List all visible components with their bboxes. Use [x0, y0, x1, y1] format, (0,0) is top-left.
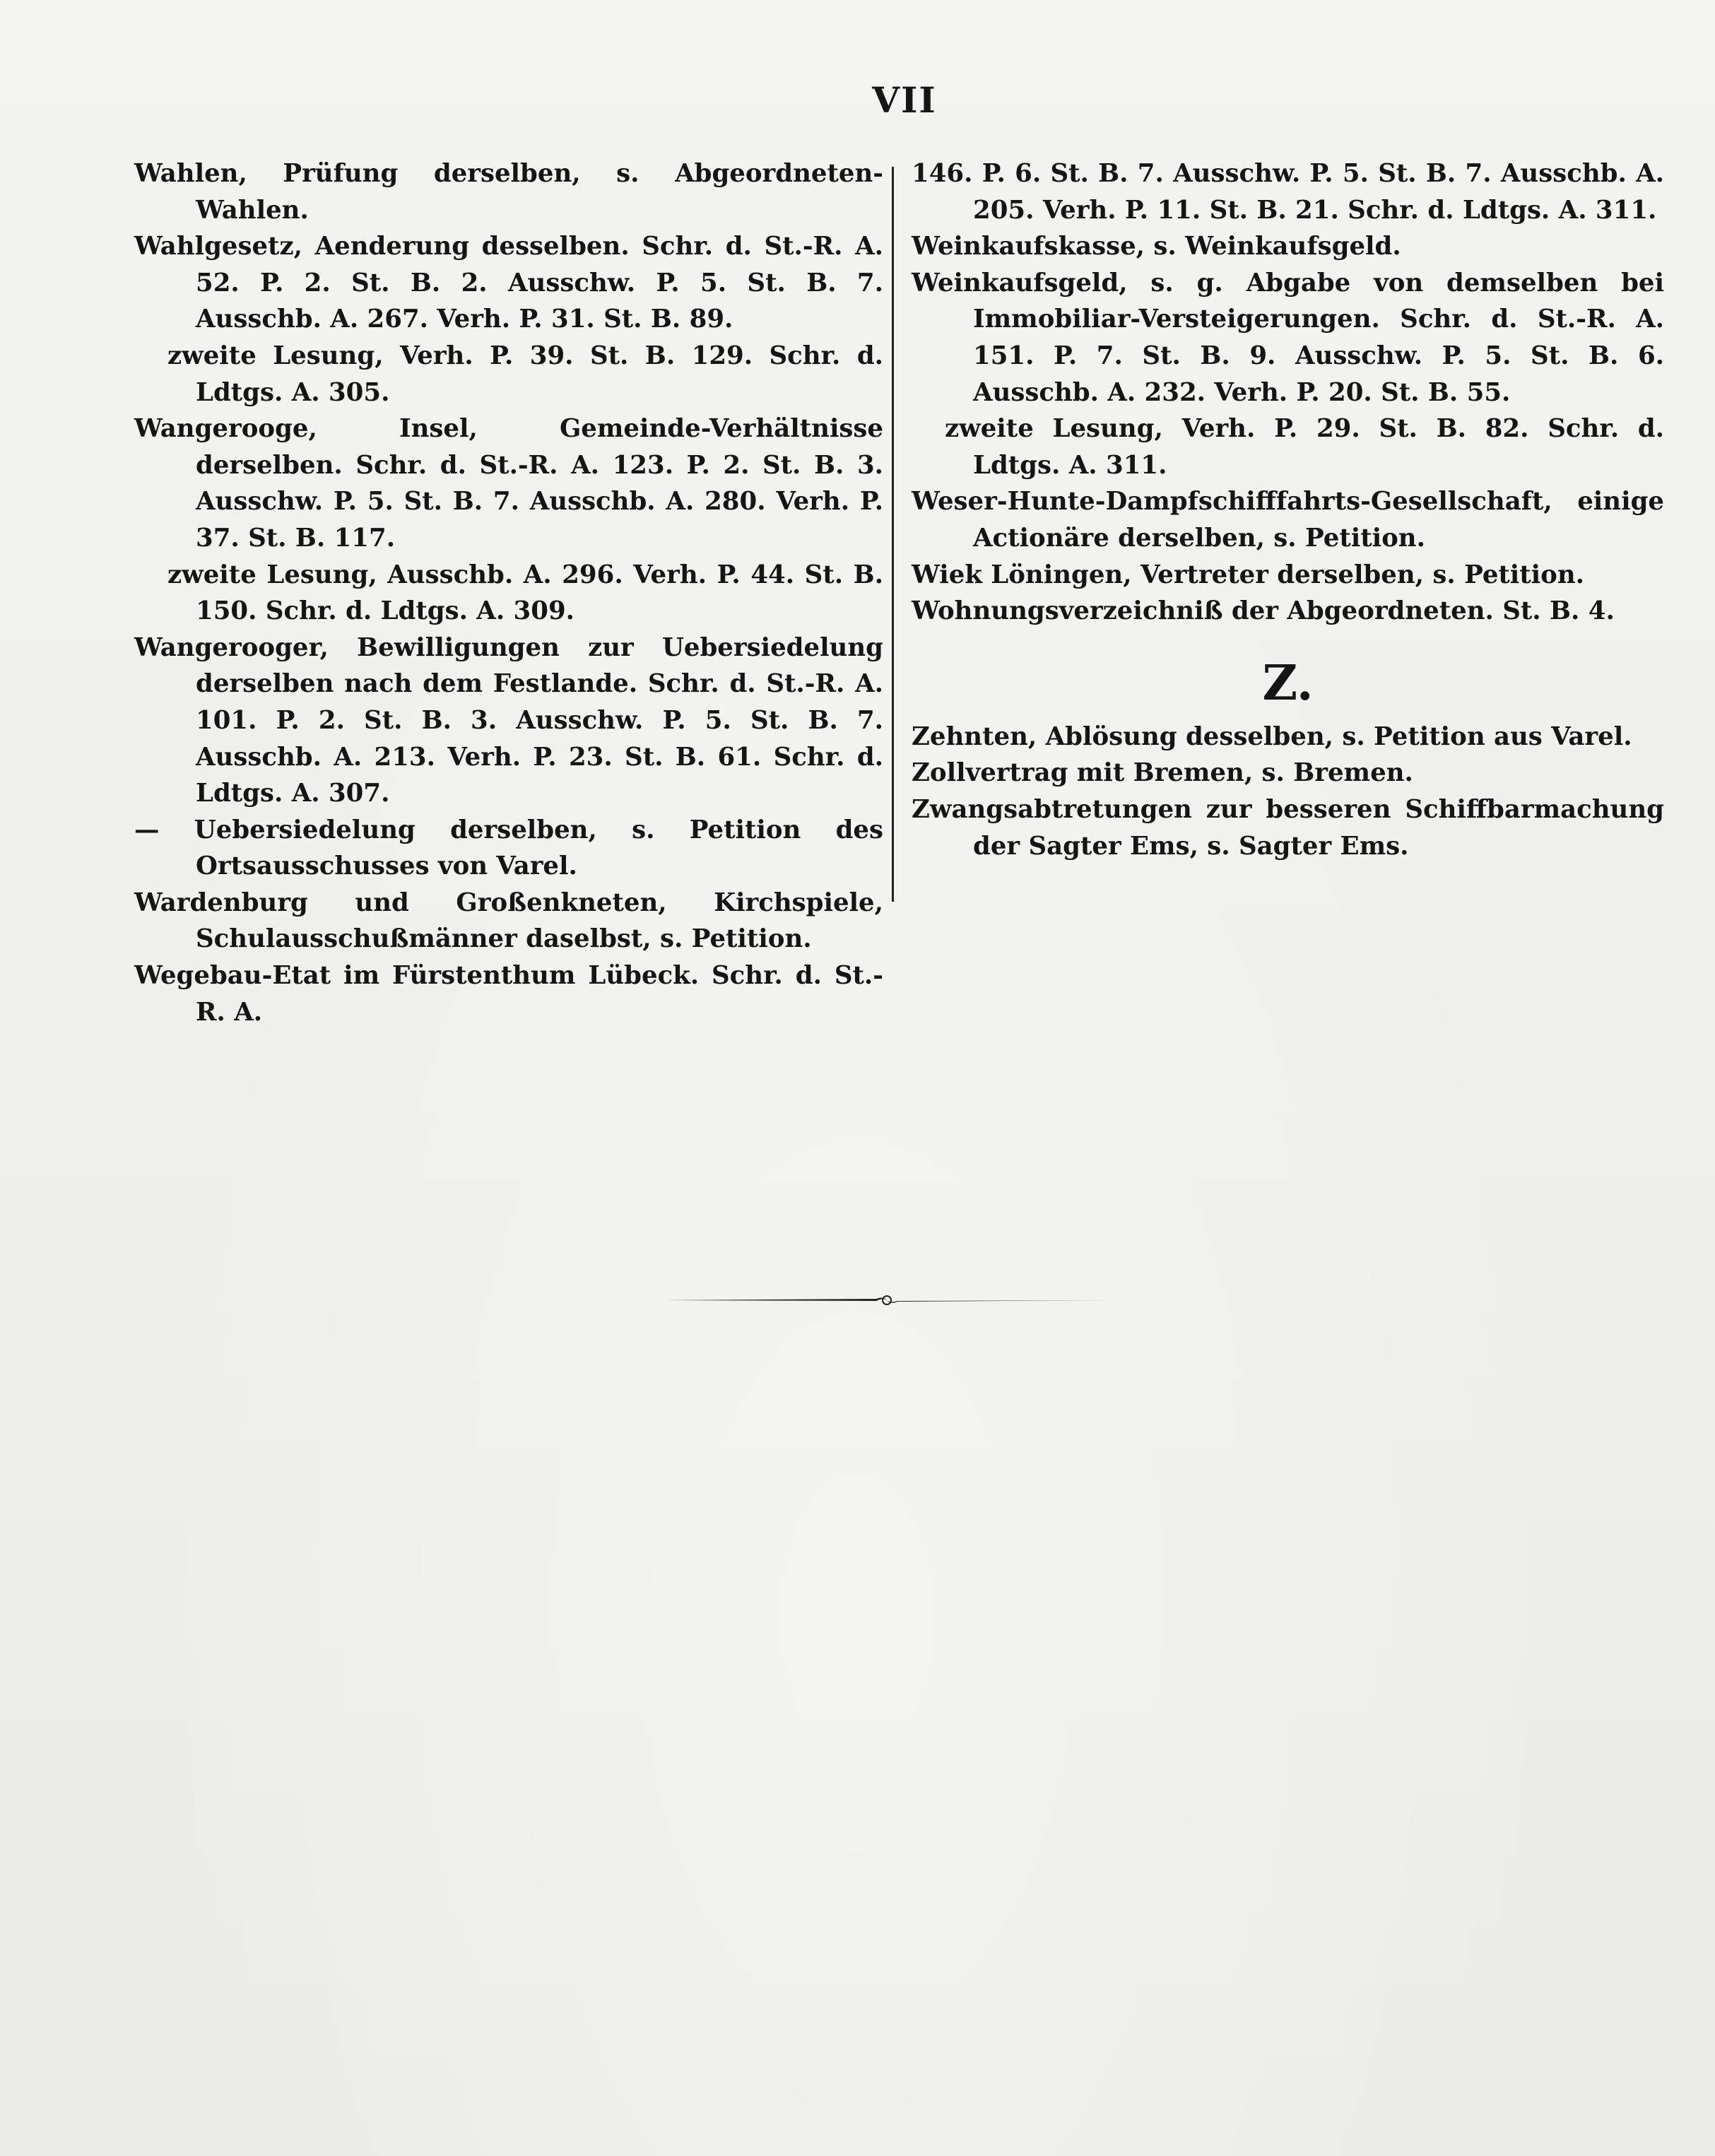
ornament-rule [664, 1286, 1109, 1314]
index-entry: Zehnten, Ablösung desselben, s. Petition aus Varel. [912, 721, 1632, 751]
right-column-w-entries [912, 155, 1664, 630]
index-entry: zweite Lesung, Verh. P. 29. St. B. 82. Schr. d. Ldtgs. A. 311. [945, 414, 1664, 480]
index-entry: Wahlgesetz, Aenderung desselben. Schr. d. St.-R. A. 52. P. 2. St. B. 2. Ausschw. P. 5. St. B. 7. Ausschb. A. 267. Verh. P. 31. St. B. 89. [134, 232, 883, 334]
right-column-z-entries [912, 719, 1664, 864]
index-entry: Zollvertrag mit Bremen, s. Bremen. [912, 758, 1413, 788]
index-entry: Wegebau-Etat im Fürstenthum Lübeck. Schr. d. St.-R. A. [134, 961, 883, 1027]
index-entry: Weser-Hunte-Dampfschifffahrts-Gesellschaft, einige Actionäre derselben, s. Petition. [912, 487, 1664, 553]
index-entry: Weinkaufsgeld, s. g. Abgabe von demselben bei Immobiliar-Versteigerungen. Schr. d. St.-R. A. 151. P. 7. St. B. 9. Ausschw. P. 5. St. B. 6. Ausschb. A. 232. Verh. P. 20. St. B. 55. [912, 268, 1664, 407]
index-entry: Weinkaufskasse, s. Weinkaufsgeld. [912, 232, 1401, 261]
page-number: VII [872, 79, 937, 121]
right-column [912, 155, 1664, 864]
index-entry: Wahlen, Prüfung derselben, s. Abgeordneten-Wahlen. [134, 159, 883, 225]
index-entry: zweite Lesung, Ausschb. A. 296. Verh. P. 44. St. B. 150. Schr. d. Ldtgs. A. 309. [167, 560, 883, 626]
section-letter-z: Z. [1262, 654, 1314, 712]
index-entry: Wangerooger, Bewilligungen zur Uebersiedelung derselben nach dem Festlande. Schr. d. St.-R. A. 101. P. 2. St. B. 3. Ausschw. P. 5. St. B. 7. Ausschb. A. 213. Verh. P. 23. St. B. 61. Schr. d. Ldtgs. A. 307. [134, 632, 883, 808]
index-entry: Zwangsabtretungen zur besseren Schiffbarmachung der Sagter Ems, s. Sagter Ems. [912, 794, 1664, 861]
index-entry: Wardenburg und Großenkneten, Kirchspiele, Schulausschußmänner daselbst, s. Petition. [134, 888, 883, 954]
index-entry: — Uebersiedelung derselben, s. Petition des Ortsausschusses von Varel. [134, 815, 883, 881]
index-entry: 146. P. 6. St. B. 7. Ausschw. P. 5. St. B. 7. Ausschb. A. 205. Verh. P. 11. St. B. 21. Schr. d. Ldtgs. A. 311. [912, 159, 1664, 225]
column-divider [892, 167, 894, 902]
left-column [134, 155, 883, 1030]
index-entry: Wohnungsverzeichniß der Abgeordneten. St. B. 4. [912, 596, 1615, 626]
index-entry: Wangerooge, Insel, Gemeinde-Verhältnisse derselben. Schr. d. St.-R. A. 123. P. 2. St. B. 3. Ausschw. P. 5. St. B. 7. Ausschb. A. 280. Verh. P. 37. St. B. 117. [134, 414, 883, 553]
index-entry: Wiek Löningen, Vertreter derselben, s. Petition. [912, 560, 1585, 589]
index-entry: zweite Lesung, Verh. P. 39. St. B. 129. Schr. d. Ldtgs. A. 305. [167, 341, 883, 407]
